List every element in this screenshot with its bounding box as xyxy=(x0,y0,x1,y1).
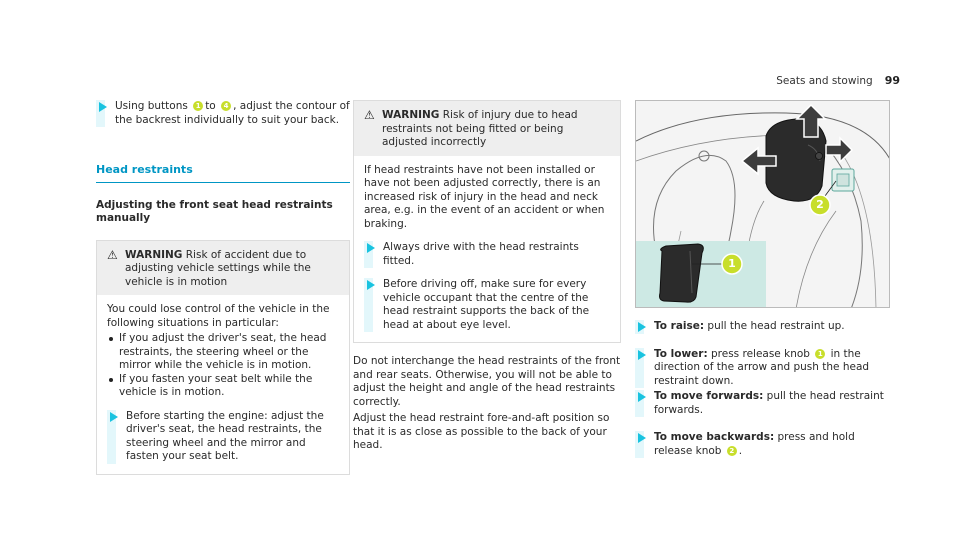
warning-body xyxy=(354,156,620,343)
paragraph: Adjust the head restraint fore-and-aft position so that it is as close as possible to the back of your head. xyxy=(353,412,610,451)
warning-triangle-icon: ⚠ xyxy=(107,247,118,262)
callout-number: 2 xyxy=(727,446,737,456)
step-arrow-icon xyxy=(367,280,375,290)
step-label: To lower: xyxy=(654,347,708,360)
instruction-step xyxy=(635,320,890,334)
warning-triangle-icon: ⚠ xyxy=(364,108,375,122)
step-text-part: to xyxy=(205,100,216,112)
subheading: Adjusting the front seat head restraints manually xyxy=(96,198,333,224)
bullet-item: If you fasten your seat belt while the vehicle is in motion. xyxy=(107,373,339,400)
warning-box xyxy=(353,100,621,343)
step-label: To move backwards: xyxy=(654,431,775,443)
step-text: Before starting the engine: adjust the driver's seat, the head restraints, the steering wheel and the mirror and fasten your seat belt. xyxy=(126,409,324,462)
step-text-part: Using buttons xyxy=(115,100,188,112)
instruction-step xyxy=(96,100,350,127)
step-text xyxy=(635,431,890,458)
illustration-svg xyxy=(636,101,890,308)
step-text xyxy=(635,390,890,417)
step-text xyxy=(96,100,350,127)
warning-text: You could lose control of the vehicle in the following situations in particular: xyxy=(107,303,330,329)
callout-number: 4 xyxy=(221,101,231,111)
column-middle xyxy=(353,100,621,453)
callout-2-label: 2 xyxy=(816,198,824,211)
section-title: Head restraints xyxy=(96,163,350,183)
instruction-step xyxy=(635,348,890,389)
step-label: To move forwards: xyxy=(654,390,764,402)
page-header xyxy=(776,74,900,89)
step-arrow-icon xyxy=(638,350,646,360)
instruction-step xyxy=(107,410,339,464)
bullet-item: If you adjust the driver's seat, the head restraints, the steering wheel or the mirror while the vehicle is in motion. xyxy=(107,332,339,373)
step-text xyxy=(635,348,890,389)
column-right xyxy=(635,100,890,458)
warning-header xyxy=(354,101,620,156)
adjustment-steps xyxy=(635,320,890,458)
step-text: Before driving off, make sure for every vehicle occupant that the centre of the head restraint supports the back of the head at about eye level. xyxy=(383,278,590,331)
page-number: 99 xyxy=(884,74,900,87)
step-arrow-icon xyxy=(638,392,646,402)
step-label: To raise: xyxy=(654,320,705,332)
step-arrow-icon xyxy=(110,412,118,422)
instruction-step xyxy=(364,278,610,332)
step-text-part: press release knob xyxy=(707,347,814,360)
head-restraint-illustration xyxy=(635,100,890,308)
instruction-step xyxy=(364,241,610,268)
warning-label: WARNING xyxy=(382,109,440,121)
step-text-part: pull the head restraint up. xyxy=(704,320,845,332)
step-text-part: in the direction of the arrow and push the head restraint down. xyxy=(654,347,870,387)
step-text-part: press and hold release knob xyxy=(654,431,855,457)
step-text: Always drive with the head restraints fitted. xyxy=(383,241,579,267)
step-arrow-icon xyxy=(638,433,646,443)
paragraph: Do not interchange the head restraints of the front and rear seats. Otherwise, you will not be able to adjust the height and angle of the head restraints correctly. xyxy=(353,355,621,408)
callout-number: 1 xyxy=(193,101,203,111)
step-text xyxy=(635,320,845,334)
callout-1-label: 1 xyxy=(728,257,736,270)
step-arrow-icon xyxy=(638,322,646,332)
header-section-title: Seats and stowing xyxy=(776,75,873,87)
instruction-step xyxy=(635,390,890,417)
step-text-part: pull the head restraint forwards. xyxy=(654,390,884,416)
warning-text: If head restraints have not been installed or have not been adjusted correctly, there is an increased risk of injury in the head and neck area, e.g. in the event of an accident or when braking. xyxy=(364,163,605,230)
warning-box xyxy=(96,240,350,475)
step-arrow-icon xyxy=(367,243,375,253)
warning-title: Risk of injury due to head restraints not being fitted or being adjusted incorrectly xyxy=(382,109,578,148)
warning-bullets xyxy=(107,332,339,400)
warning-header xyxy=(97,241,349,296)
warning-label: WARNING xyxy=(125,248,183,261)
column-left xyxy=(96,100,350,475)
callout-number: 1 xyxy=(815,349,825,359)
step-text-part: , adjust the contour of the backrest individually to suit your back. xyxy=(115,100,350,126)
warning-title: Risk of accident due to adjusting vehicle settings while the vehicle is in motion xyxy=(125,248,311,288)
step-arrow-icon xyxy=(99,102,107,112)
step-text-part: . xyxy=(738,444,743,457)
instruction-step xyxy=(635,431,890,458)
warning-body xyxy=(97,295,349,474)
